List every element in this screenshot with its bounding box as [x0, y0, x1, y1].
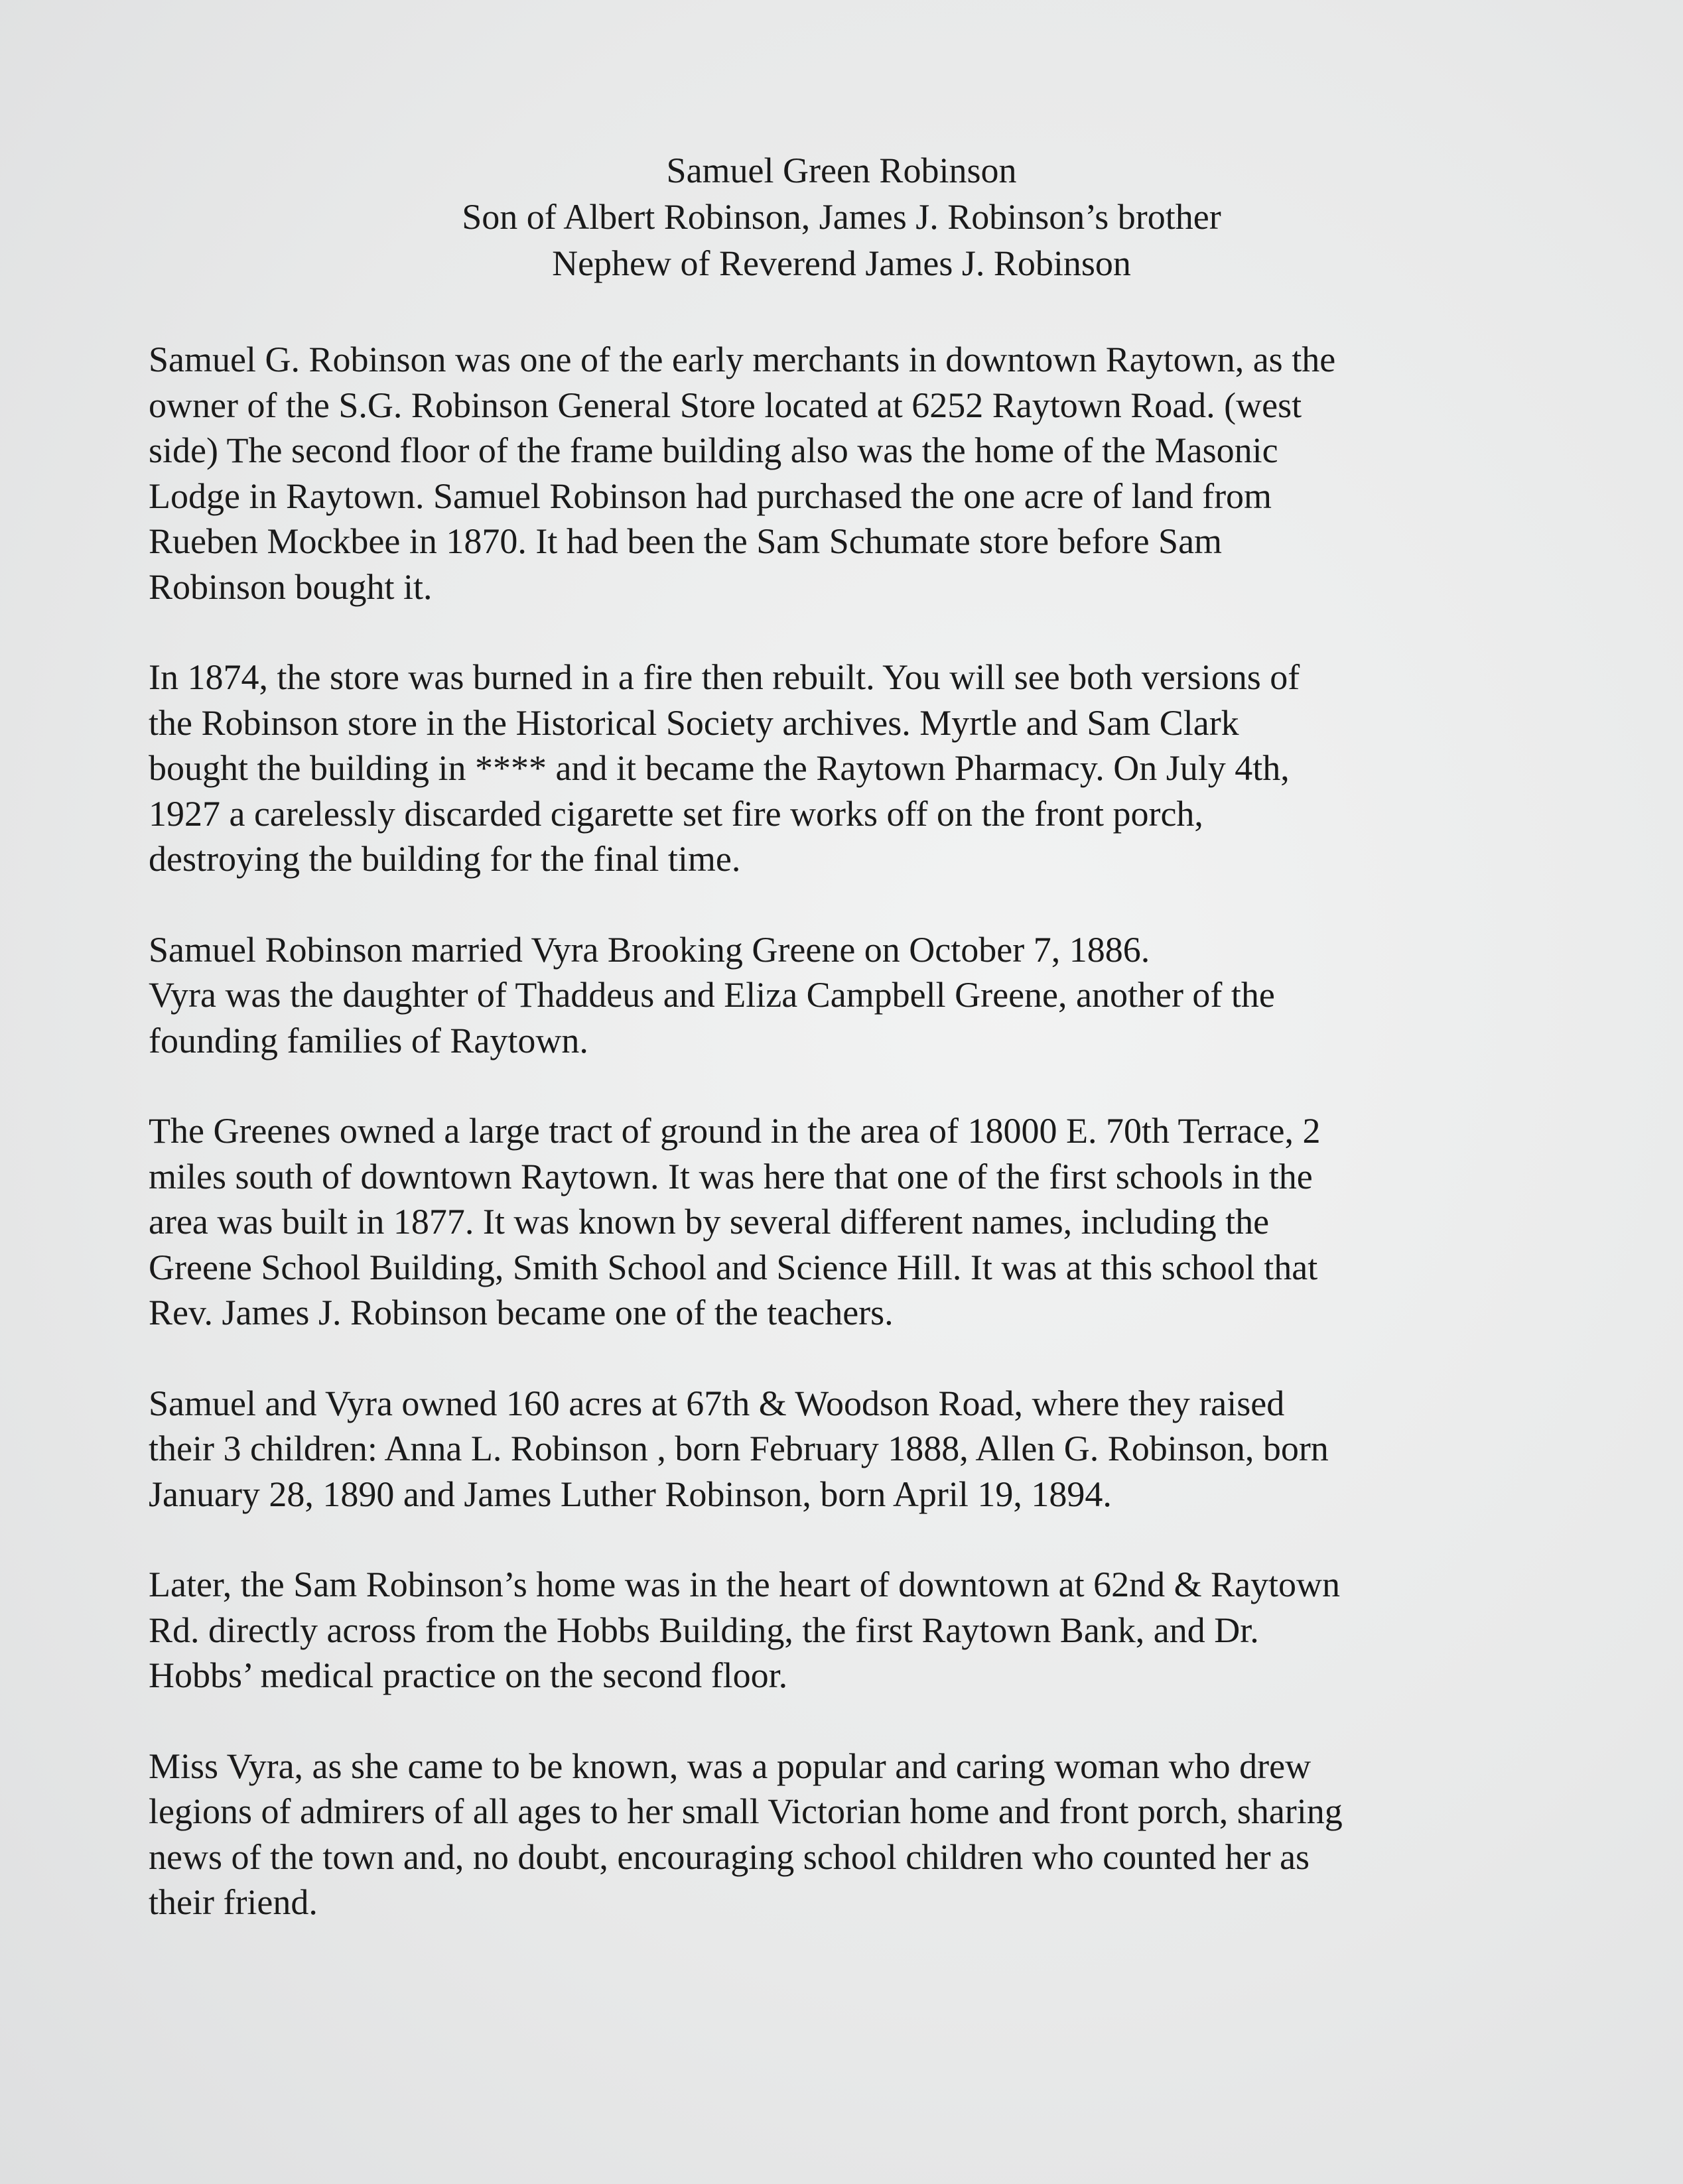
text-line: Rev. James J. Robinson became one of the teachers. [149, 1293, 894, 1332]
text-line: bought the building in **** and it became the Raytown Pharmacy. On July 4th, [149, 748, 1290, 788]
paragraph-general-store [149, 337, 1562, 610]
text-line: Samuel Robinson married Vyra Brooking Greene on October 7, 1886. [149, 929, 1150, 970]
paragraph-children [149, 1381, 1562, 1517]
text-line: Samuel G. Robinson was one of the early merchants in downtown Raytown, as the [149, 340, 1336, 379]
text-line: Miss Vyra, as she came to be known, was a popular and caring woman who drew [149, 1746, 1312, 1786]
text-line: Hobbs’ medical practice on the second floor. [149, 1655, 788, 1695]
text-line: legions of admirers of all ages to her small Victorian home and front porch, sharing [149, 1791, 1343, 1831]
text-line: 1927 a carelessly discarded cigarette set fire works off on the front porch, [149, 793, 1203, 834]
text-line: In 1874, the store was burned in a fire then rebuilt. You will see both versions of [149, 657, 1300, 697]
text-line: Greene School Building, Smith School and Science Hill. It was at this school that [149, 1247, 1318, 1287]
text-line: news of the town and, no doubt, encouraging school children who counted her as [149, 1836, 1310, 1877]
text-line: miles south of downtown Raytown. It was here that one of the first schools in the [149, 1156, 1313, 1196]
text-line: Later, the Sam Robinson’s home was in the heart of downtown at 62nd & Raytown [149, 1565, 1341, 1604]
text-line: Samuel and Vyra owned 160 acres at 67th & Woodson Road, where they raised [149, 1383, 1285, 1423]
text-line: Robinson bought it. [149, 566, 433, 607]
text-line: Rueben Mockbee in 1870. It had been the Sam Schumate store before Sam [149, 521, 1223, 561]
text-line: Rd. directly across from the Hobbs Building, the first Raytown Bank, and Dr. [149, 1610, 1259, 1650]
paragraph-marriage [149, 927, 1562, 1064]
text-line: Lodge in Raytown. Samuel Robinson had purchased the one acre of land from [149, 476, 1272, 516]
text-line: side) The second floor of the frame building also was the home of the Masonic [149, 430, 1278, 470]
text-line: owner of the S.G. Robinson General Store located at 6252 Raytown Road. (west [149, 385, 1302, 425]
text-line: their 3 children: Anna L. Robinson , born February 1888, Allen G. Robinson, born [149, 1429, 1329, 1468]
text-line: January 28, 1890 and James Luther Robinson, born April 19, 1894. [149, 1474, 1112, 1514]
paragraph-downtown-home [149, 1562, 1562, 1699]
document-body [149, 337, 1562, 1970]
document-heading [0, 147, 1683, 287]
text-line: area was built in 1877. It was known by several different names, including the [149, 1202, 1270, 1242]
text-line: destroying the building for the final time. [149, 839, 741, 879]
text-line: their friend. [149, 1882, 318, 1922]
text-line: The Greenes owned a large tract of ground in the area of 18000 E. 70th Terrace, 2 [149, 1111, 1321, 1151]
document-title: Samuel Green Robinson [666, 151, 1017, 190]
text-line: founding families of Raytown. [149, 1020, 588, 1060]
heading-subtitle-relation: Nephew of Reverend James J. Robinson [552, 243, 1131, 283]
paragraph-store-fire [149, 655, 1562, 882]
text-line: Vyra was the daughter of Thaddeus and Eliza Campbell Greene, another of the [149, 975, 1275, 1015]
text-line: the Robinson store in the Historical Society archives. Myrtle and Sam Clark [149, 702, 1239, 743]
paragraph-miss-vyra [149, 1744, 1562, 1925]
heading-subtitle-parentage: Son of Albert Robinson, James J. Robinson’s brother [462, 197, 1221, 237]
paragraph-greene-school [149, 1108, 1562, 1336]
